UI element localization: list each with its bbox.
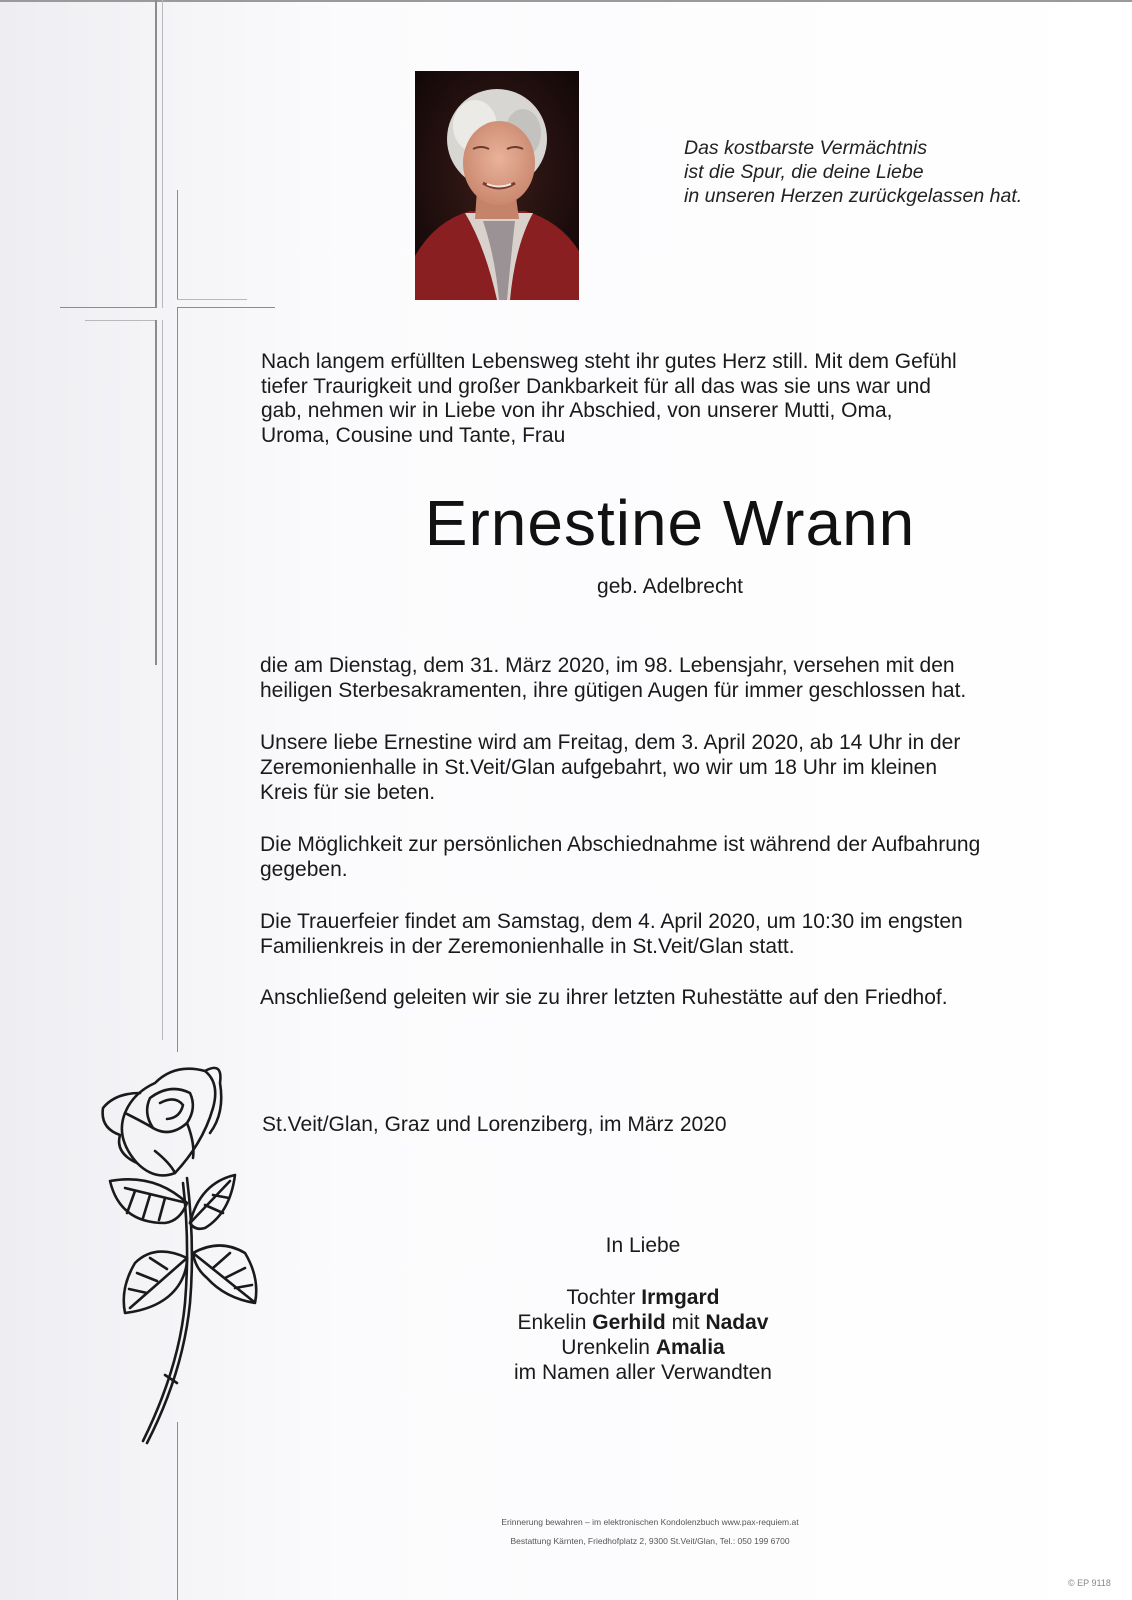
signature-grandchild [443,1310,843,1335]
intro-line: gab, nehmen wir in Liebe von ihr Abschied, von unserer Mutti, Oma, [261,399,893,423]
paragraph-line: Kreis für sie beten. [260,781,436,804]
person-name: Irmgard [641,1286,720,1309]
burial-paragraph [260,985,1070,1010]
paragraph-line: Die Trauerfeier findet am Samstag, dem 4. April 2020, um 10:30 im engsten [260,910,963,933]
paragraph-line: heiligen Sterbesakramenten, ihre gütigen Augen für immer geschlossen hat. [260,679,967,702]
document-code: © EP 9118 [1068,1578,1111,1588]
signature-closing: im Namen aller Verwandten [514,1361,772,1384]
top-rule [0,0,1132,2]
signature-great-grandchild [443,1335,843,1360]
death-paragraph [260,653,1070,703]
viewing-paragraph [260,730,1070,805]
paragraph-line: Familienkreis in der Zeremonienhalle in St.Veit/Glan statt. [260,935,795,958]
portrait-photo [415,71,579,300]
signature-greeting: In Liebe [605,1234,681,1257]
role-label: Enkelin [517,1311,587,1334]
person-name: Amalia [655,1336,725,1359]
quote-line: ist die Spur, die deine Liebe [684,161,924,183]
footer-funeral-home: Bestattung Kärnten, Friedhofplatz 2, 9300 St.Veit/Glan, Tel.: 050 199 6700 [510,1536,790,1546]
deceased-name: Ernestine Wrann [424,487,916,559]
paragraph-line: Die Möglichkeit zur persönlichen Abschiednahme ist während der Aufbahrung [260,833,981,856]
quote-line: in unseren Herzen zurückgelassen hat. [684,185,1023,207]
person-name: Gerhild [592,1311,666,1334]
intro-line: Nach langem erfüllten Lebensweg steht ihr gutes Herz still. Mit dem Gefühl [261,350,957,373]
place-and-date: St.Veit/Glan, Graz und Lorenziberg, im März 2020 [262,1113,727,1136]
birth-name: geb. Adelbrecht [597,575,743,598]
role-label: Urenkelin [561,1336,650,1359]
paragraph-line: die am Dienstag, dem 31. März 2020, im 98. Lebensjahr, versehen mit den [260,654,955,677]
paragraph-line: Zeremonienhalle in St.Veit/Glan aufgebahrt, wo wir um 18 Uhr im kleinen [260,756,938,779]
connector-text: mit [671,1311,700,1334]
paragraph-line: gegeben. [260,858,348,881]
intro-text [261,350,1061,448]
farewell-paragraph [260,832,1070,882]
funeral-paragraph [260,909,1070,959]
paragraph-line: Anschließend geleiten wir sie zu ihrer letzten Ruhestätte auf den Friedhof. [260,986,948,1009]
quote-line: Das kostbarste Vermächtnis [684,137,928,159]
footer-condolence: Erinnerung bewahren – im elektronischen Kondolenzbuch www.pax-requiem.at [501,1517,799,1527]
intro-line: Uroma, Cousine und Tante, Frau [261,423,566,447]
role-label: Tochter [566,1286,636,1309]
signature-daughter [443,1285,843,1310]
memorial-quote [684,136,1104,208]
paragraph-line: Unsere liebe Ernestine wird am Freitag, dem 3. April 2020, ab 14 Uhr in der [260,731,961,754]
person-name: Nadav [705,1311,769,1334]
rose-icon [95,1063,275,1448]
intro-line: tiefer Traurigkeit und großer Dankbarkeit für all das was sie uns war und [261,374,931,398]
